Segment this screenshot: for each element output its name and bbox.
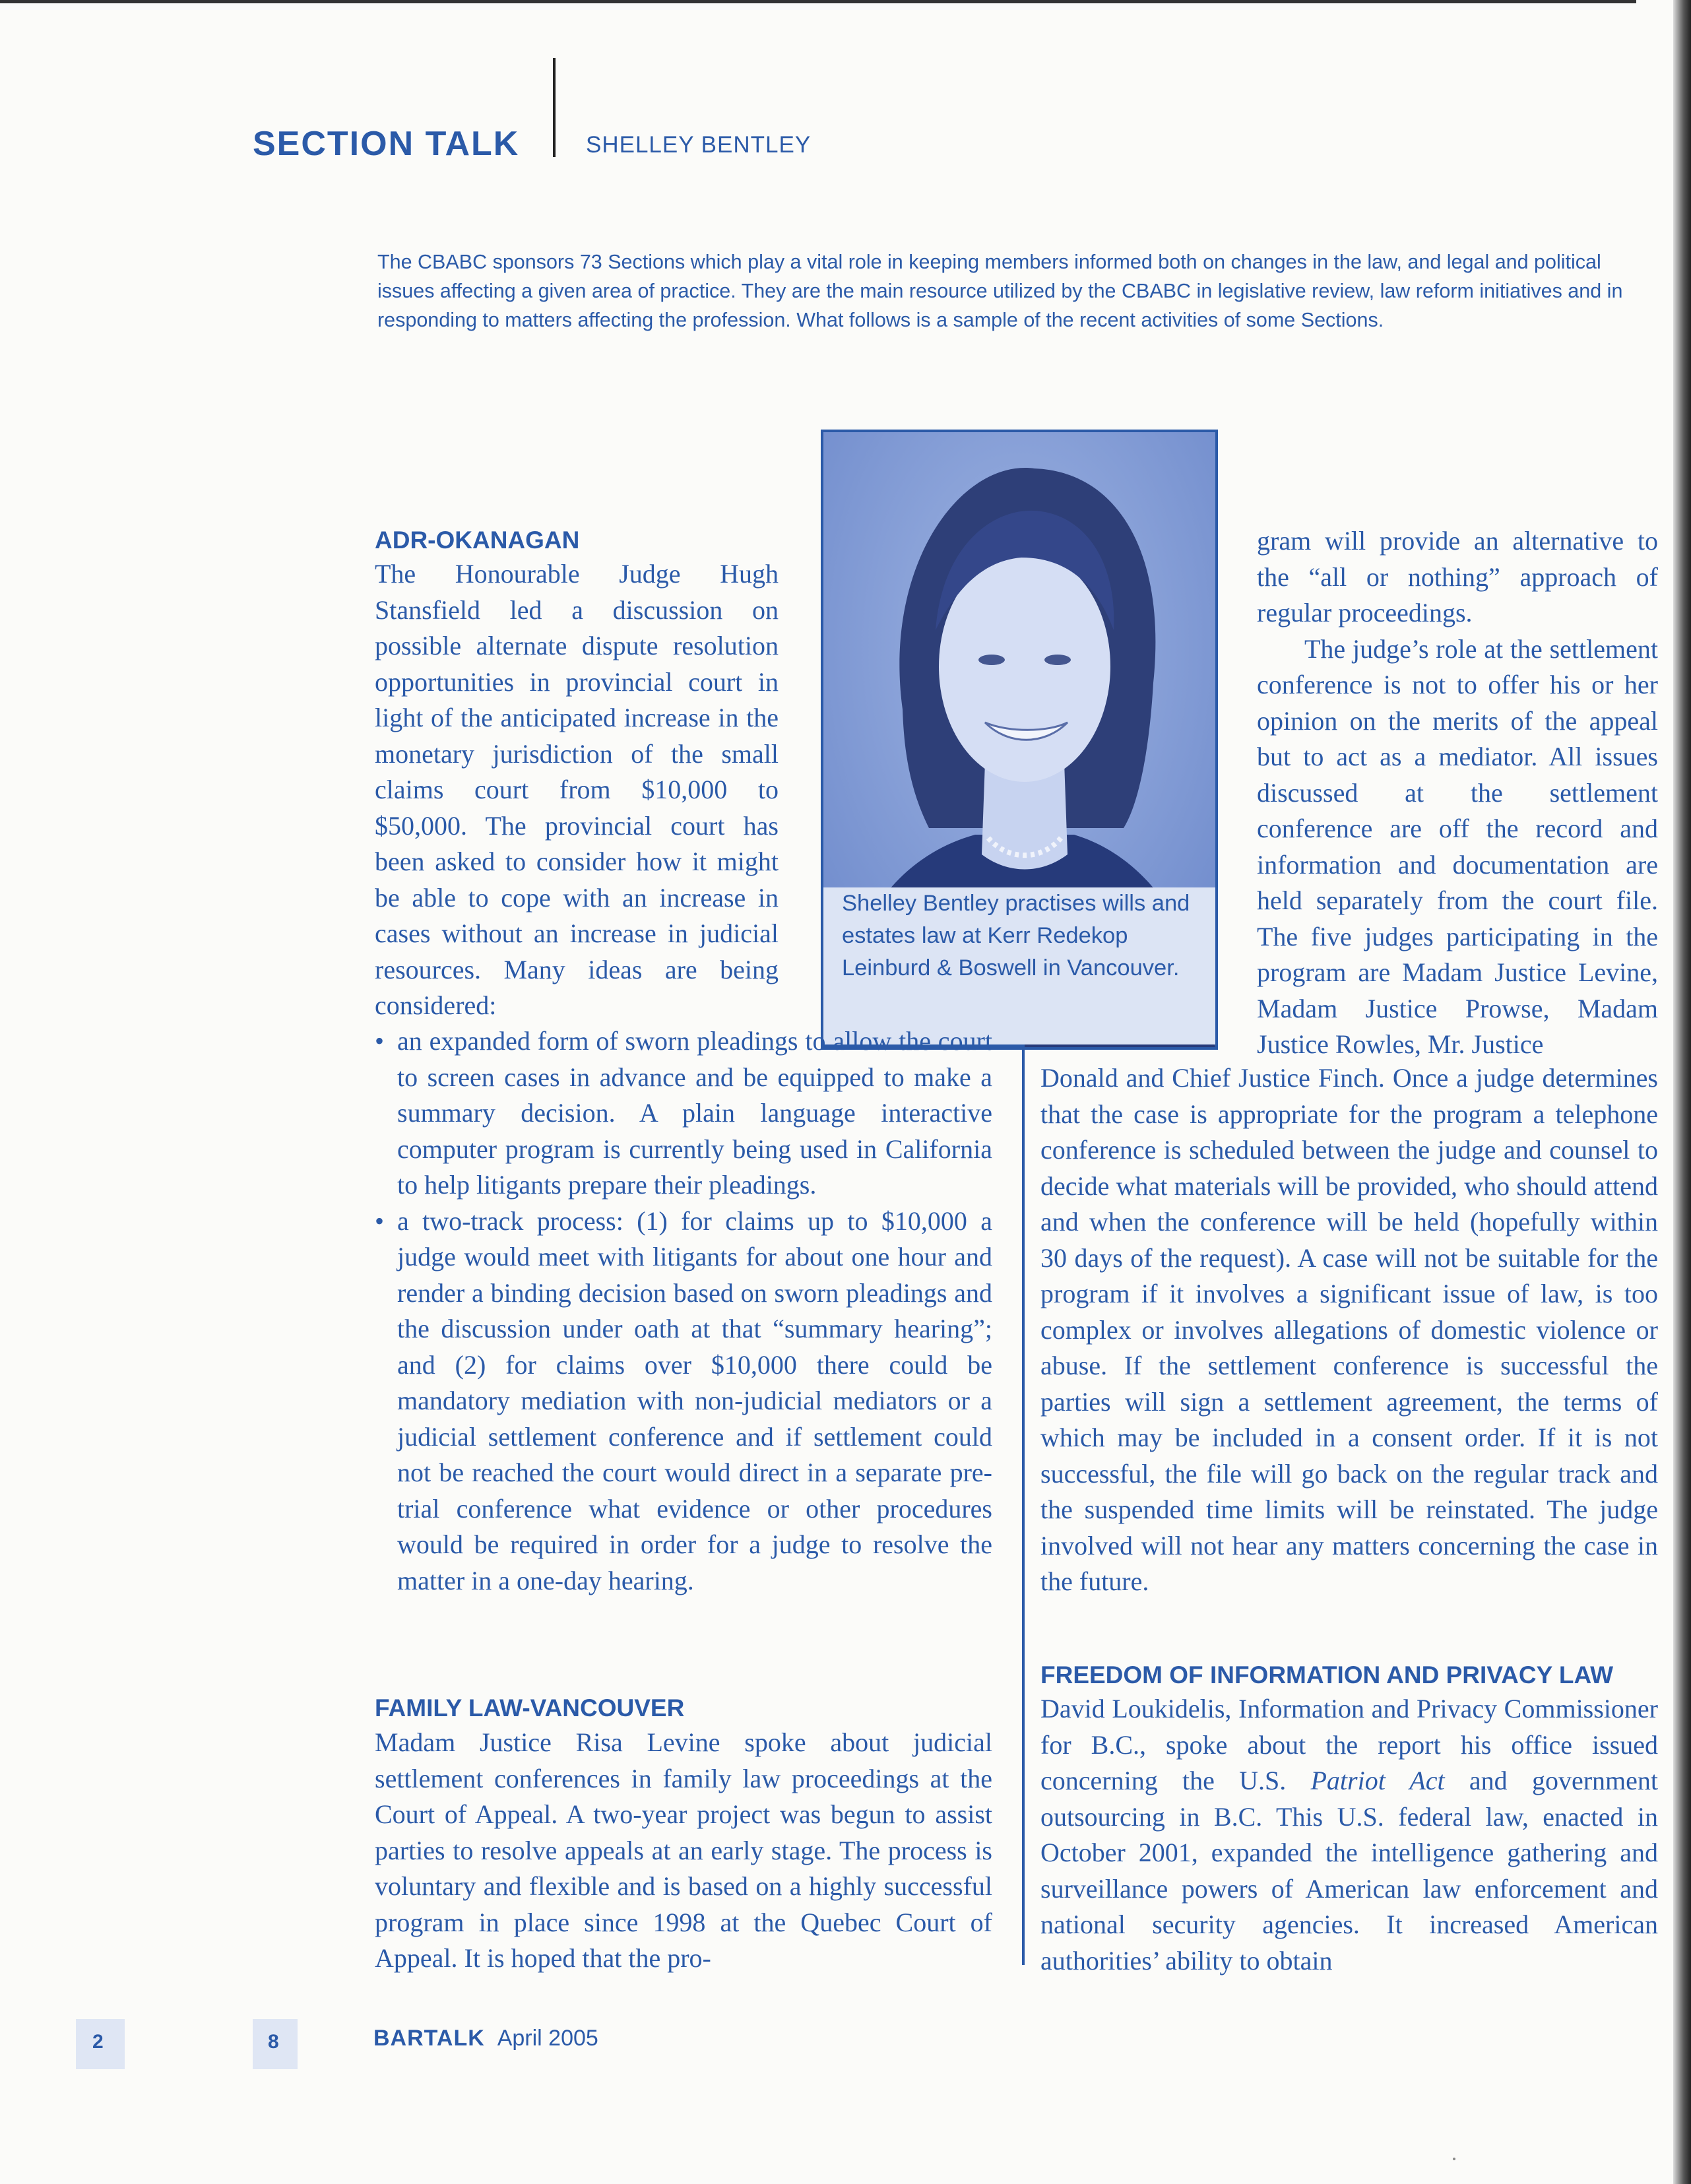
bullet-icon: • [375,1026,385,1056]
family-law-paragraph: Madam Justice Risa Levine spoke about judicial settlement conferences in family law proceedings at the Court of Appeal. A two-year project was begun to assist parties to resolve appeals at an early stage. The process is voluntary and flexible and is based on a highly successful program in place since 1998 at the Quebec Court of Appeal. It is hoped that the pro- [375,1727,992,1973]
right-column-upper [1257,523,1658,1063]
issue-date: April 2005 [497,2026,598,2051]
right-paragraph-2: The judge’s role at the settlement conference is not to offer his or her opinion on the merits of the appeal but to act as a mediator. All issues discussed at the settlement conference are off the record and information and documentation are held separately from the court file. The five judges participating in the program are Madam Justice Levine, Madam Justice Prowse, Madam Justice Rowles, Mr. Justice [1257,633,1658,1059]
bullet-text: a two-track process: (1) for claims up to $10,000 a judge would meet with litigants for about one hour and render a binding decision based on sworn pleadings and the discussion under oath at that “summary hearing”; and (2) for claims over $10,000 there could be mandatory mediation with non-judicial mediators or a judicial settlement conference and if settlement could not be reached the court would direct in a separate pre-trial conference what evidence or other procedures would be required in order for a judge to resolve the matter in a one-day hearing. [397,1205,992,1595]
author-name: SHELLEY BENTLEY [586,132,812,158]
bullet-icon: • [375,1205,385,1236]
column-divider [1022,1044,1025,1965]
folio-left: 2 [92,2031,104,2053]
photo-caption-box [823,887,1215,1044]
foi-italic-title: Patriot Act [1310,1766,1445,1795]
bullet-text: an expanded form of sworn pleadings to allow the court to screen cases in advance and be equipped to make a summary decision. A plain language interactive computer program is currently being used in California to help litigants prepare their pleadings. [397,1026,992,1200]
section-title: SECTION TALK [253,125,520,163]
foi-paragraph [1040,1691,1658,1979]
right-paragraph-3: Donald and Chief Justice Finch. Once a judge determines that the case is appropriate for the program a telephone conference is scheduled between the judge and counsel to decide what materials will be provided, who should attend and when the conference will be held (hopefully within 30 days of the request). A case will not be suitable for the program if it involves a significant issue of law, is too complex or involves allegations of domestic violence or abuse. If the settlement conference is successful the parties will sign a settlement agreement, the terms of which may be included in a consent order. If it is not successful, the file will go back on the regular track and the suspended time limits will be reinstated. The judge involved will not hear any matters concerning the case in the future. [1040,1063,1658,1596]
top-rule [0,0,1636,3]
adr-paragraph: The Honourable Judge Hugh Stansfield led a discussion on possible alternate dispute resolution opportunities in provincial court in light of the anticipated increase in the monetary jurisdiction of the small claims court from $10,000 to $50,000. The provincial court has been asked to consider how it might be able to cope with an increase in cases without an increase in judicial resources. Many ideas are being considered: [375,559,779,1020]
list-item [375,1204,992,1599]
page-number: 8 [268,2031,279,2053]
heading-adr-okanagan: ADR-OKANAGAN [375,527,580,554]
adr-bullet-list [375,1023,992,1599]
heading-freedom-of-information: FREEDOM OF INFORMATION AND PRIVACY LAW [1040,1661,1614,1688]
page-edge-shadow [1673,0,1691,2184]
heading-family-law: FAMILY LAW-VANCOUVER [375,1694,685,1721]
speck [1453,2158,1455,2160]
photo-caption: Shelley Bentley practises wills and estates law at Kerr Redekop Leinburd & Boswell in Vancouver. [842,891,1190,980]
header-divider [553,58,556,157]
right-paragraph-1: gram will provide an alternative to the “all or nothing” approach of regular proceedings. [1257,526,1658,627]
intro-paragraph: The CBABC sponsors 73 Sections which play a vital role in keeping members informed both on changes in the law, and legal and political issues affecting a given area of practice. They are the main resource utilized by the CBABC in legislative review, law reform initiatives and in responding to matters affecting the profession. What follows is a sample of the recent activities of some Sections. [377,251,1623,331]
foi-text-a: David Loukidelis, Information and Privacy Commissioner for B.C., spoke about the report his office issued concerning the U.S. [1040,1694,1658,1795]
foi-text-b: and government outsourcing in B.C. This U.S. federal law, enacted in October 2001, expanded the intelligence gathering and surveillance powers of American law enforcement and national security agencies. It increased American authorities’ ability to obtain [1040,1766,1659,1975]
footer-brand [373,2026,598,2051]
brand-name: BARTALK [373,2026,485,2051]
list-item [375,1023,992,1204]
